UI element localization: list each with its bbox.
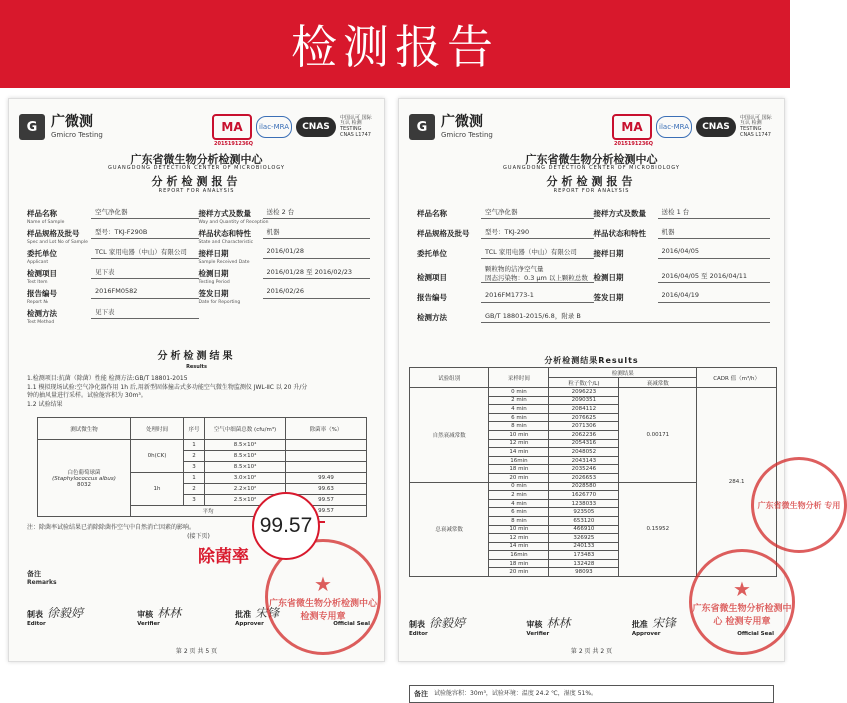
count-cell: 2090351: [549, 396, 619, 405]
report-no-value: 2016FM1773-1: [481, 291, 594, 303]
official-seal-icon: ★ 广东省微生物分析检测中心 检测专用章: [265, 539, 381, 655]
count-cell: 326925: [549, 534, 619, 543]
time-cell: 10 min: [489, 430, 549, 439]
count-cell: 1238033: [549, 499, 619, 508]
count-cell: 1626770: [549, 491, 619, 500]
time-cell: 4 min: [489, 499, 549, 508]
issue-value: 2016/02/26: [263, 287, 371, 299]
time-cell: 14 min: [489, 542, 549, 551]
cnas-mark-icon: CNAS: [696, 117, 736, 137]
microbe-cell: 白色葡萄球菌 (Staphylococcus albus) 8032: [38, 440, 131, 517]
item-value: 见下表: [91, 267, 199, 279]
gmicro-logo-icon: G: [19, 114, 45, 140]
center-name: 广东省微生物分析检测中心: [130, 153, 263, 166]
recv-label: 接样日期: [593, 249, 624, 258]
report-page-right: [398, 98, 841, 698]
lab-name-en: Gmicro Testing: [51, 131, 103, 140]
verifier-sign: 审核 林林 Verifier: [137, 606, 182, 627]
time-cell: 6 min: [489, 508, 549, 517]
report-title: 分析检测报告: [151, 175, 242, 188]
approver-sign: 批准 宋锋 Approver: [631, 616, 676, 637]
decay-cell: 0.15952: [619, 482, 697, 577]
client-label: 委托单位: [27, 249, 57, 258]
time-cell: 20 min: [489, 473, 549, 482]
time-cell: 8 min: [489, 422, 549, 431]
time-cell: 2 min: [489, 491, 549, 500]
count-cell: 2071306: [549, 422, 619, 431]
report-title: 分析检测报告: [546, 175, 637, 188]
count-cell: 2048052: [549, 448, 619, 457]
count-cell: 2076625: [549, 413, 619, 422]
cnas-caption: 中国认可 国际互认 检测 TESTING CNAS L1747: [340, 114, 372, 138]
report-page-left: [8, 98, 385, 662]
time-cell: 10 min: [489, 525, 549, 534]
issue-label: 签发日期: [593, 293, 624, 302]
quantity-label: 接样方式及数量: [593, 209, 646, 218]
time-cell: 2 min: [489, 396, 549, 405]
ma-mark-icon: MA 2015191236Q: [612, 114, 652, 140]
lab-name-en: Gmicro Testing: [441, 131, 493, 140]
editor-sign: 制表 徐毅婷 Editor: [27, 606, 84, 627]
period-value: 2016/01/28 至 2016/02/23: [263, 267, 371, 279]
time-cell: 8 min: [489, 516, 549, 525]
count-cell: 653120: [549, 516, 619, 525]
issue-value: 2016/04/19: [658, 291, 771, 303]
quantity-label: 接样方式及数量: [198, 209, 251, 218]
method-label: 检测方法: [417, 313, 447, 322]
center-name-en: GUANGDONG DETECTION CENTER OF MICROBIOLOGY: [108, 165, 285, 171]
item-value: 颗粒物的洁净空气量 固态污染物：0.3 μm 以上颗粒总数: [481, 264, 594, 283]
state-value: 机器: [263, 227, 371, 239]
quantity-value: 送检 2 台: [263, 207, 371, 219]
state-value: 机器: [658, 227, 771, 239]
official-seal-label: Official Seal: [737, 631, 774, 637]
center-name: 广东省微生物分析检测中心: [525, 153, 658, 166]
lab-name: 广微测: [441, 114, 483, 131]
report-no-label: 报告编号: [27, 289, 57, 298]
count-cell: 2035246: [549, 465, 619, 474]
spec-value: 型号：TKJ-290: [481, 227, 594, 239]
group-cell: 总衰减常数: [410, 482, 489, 577]
remarks-row: 备注 试验舱容积：30m³，试验环境：温度 24.2 ℃，湿度 51%。: [409, 685, 774, 703]
page-number: 第 2 页 共 5 页: [175, 648, 218, 655]
method-value: GB/T 18801-2015/6.8，附录 B: [481, 311, 770, 323]
cadr-cell: 284.1: [697, 388, 777, 577]
count-cell: 2096223: [549, 388, 619, 397]
time-cell: 0 min: [489, 388, 549, 397]
time-cell: 6 min: [489, 413, 549, 422]
ma-mark-icon: MA 2015191236Q: [212, 114, 252, 140]
count-cell: 2043143: [549, 456, 619, 465]
banner: [0, 0, 790, 88]
report-no-label: 报告编号: [417, 293, 447, 302]
period-label: 检测日期: [593, 273, 624, 282]
time-cell: 16min: [489, 456, 549, 465]
editor-sign: 制表 徐毅婷 Editor: [409, 616, 466, 637]
results-title-en: Results: [186, 364, 207, 370]
test-notes: 1.检测项目:抗菌（除菌）性能 检测方法:GB/T 18801-2015 1.1 模拟现场试验:空气净化器作用 1h 后,用新型固体撞击式多功能空气微生物监测仪 JWL-ⅡC 以 20 升/分 钟的抽风量进行采样。试验舱容积为 30m³。 1.2 试验结果: [27, 375, 308, 409]
official-seal-icon: ★ 广东省微生物分析检测中心 检测专用章: [689, 549, 795, 655]
callout-label: 除菌率: [198, 547, 249, 567]
method-label: 检测方法: [27, 309, 57, 318]
decay-cell: 0.00171: [619, 388, 697, 483]
count-cell: 2054316: [549, 439, 619, 448]
time-cell: 0 min: [489, 482, 549, 491]
approver-sign: 批准 宋锋 Approver: [235, 606, 280, 627]
report-no-value: 2016FM0582: [91, 287, 199, 299]
report-header: [409, 107, 774, 147]
count-cell: 240133: [549, 542, 619, 551]
client-value: TCL 家用电器（中山）有限公司: [481, 247, 594, 259]
cnas-caption: 中国认可 国际互认 检测 TESTING CNAS L1747: [740, 114, 772, 138]
count-cell: 2026653: [549, 473, 619, 482]
remarks-label: 备注 Remarks: [27, 570, 57, 587]
gmicro-logo-icon: G: [409, 114, 435, 140]
time-cell: 18 min: [489, 559, 549, 568]
recv-value: 2016/04/05: [658, 247, 771, 259]
report-header: [19, 107, 374, 147]
group-cell: 自然衰减常数: [410, 388, 489, 483]
time-cell: 18 min: [489, 465, 549, 474]
verifier-sign: 审核 林林 Verifier: [526, 616, 571, 637]
partial-seal-icon: 广东省微生物分析 专用: [751, 457, 847, 553]
spec-label: 样品规格及批号: [27, 229, 80, 238]
sample-name-value: 空气净化器: [91, 207, 199, 219]
banner-title: 检测报告: [291, 20, 499, 74]
count-cell: 98093: [549, 568, 619, 577]
sample-name-label: 样品名称: [27, 209, 57, 218]
client-value: TCL 家用电器（中山）有限公司: [91, 247, 199, 259]
cnas-mark-icon: CNAS: [296, 117, 336, 137]
state-label: 样品状态和特性: [198, 229, 251, 238]
period-value: 2016/04/05 至 2016/04/11: [658, 271, 771, 283]
results-table: 测试微生物 处理时间 序号 空气中细菌总数 (cfu/m³) 除菌率（%） 白色葡萄球菌 (Staphylococcus albus) 8032 0h(CK) 1 8.5×10⁴ 2 8.5×10⁴ 3 8.5×10⁴ 1h 1 3.0×10² 99.49 2 2.2×10² 99.63 3 2.5×10² 99.57 平均 99.57: [37, 417, 367, 517]
client-label: 委托单位: [417, 249, 447, 258]
count-cell: 2062236: [549, 430, 619, 439]
cadr-table: 试验组别 采样时间 检测结果 CADR 值（m³/h） 粒子数(个/L) 衰减常数 自然衰减常数 0 min 2096223 0.00171 284.1 2 min 2090351 4 min 2084112 6 min 2076625 8 min 2071306 10 min 2062236 12 min 2054316 14 min 2048052 16min 2043143 18 min 2035246 20 min 2026653 总衰减常数 0 min 2028580 0.15952 2 min 1626770 4 min 1238033 6 min 923505 8 min 653120 10 min 466910 12 min 326925 14 min 240133 16min 173483 18 min 132428 20 min 98093: [409, 367, 777, 577]
recv-value: 2016/01/28: [263, 247, 371, 259]
results-title: 分析检测结果: [157, 351, 236, 362]
spec-value: 型号：TKJ-F290B: [91, 227, 199, 239]
page-number: 第 2 页 共 2 页: [570, 648, 613, 655]
sample-name-label: 样品名称: [417, 209, 447, 218]
sample-name-value: 空气净化器: [481, 207, 594, 219]
count-cell: 2084112: [549, 405, 619, 414]
time-cell: 20 min: [489, 568, 549, 577]
count-cell: 466910: [549, 525, 619, 534]
time-cell: 12 min: [489, 439, 549, 448]
method-value: 见下表: [91, 307, 199, 319]
time-cell: 12 min: [489, 534, 549, 543]
item-label: 检测项目: [27, 269, 57, 278]
time-cell: 14 min: [489, 448, 549, 457]
callout-bubble: 99.57: [252, 492, 320, 560]
time-cell: 16min: [489, 551, 549, 560]
center-name-en: GUANGDONG DETECTION CENTER OF MICROBIOLOGY: [503, 165, 680, 171]
time-cell: 4 min: [489, 405, 549, 414]
sample-info: [417, 199, 770, 323]
lab-name: 广微测: [51, 114, 93, 131]
results-title: 分析检测结果Results: [544, 356, 639, 365]
period-label: 检测日期: [198, 269, 229, 278]
official-seal-label: Official Seal: [333, 621, 370, 627]
item-label: 检测项目: [417, 273, 447, 282]
spec-label: 样品规格及批号: [417, 229, 470, 238]
count-cell: 132428: [549, 559, 619, 568]
report-title-en: REPORT FOR ANALYSIS: [158, 188, 235, 194]
ilac-mark-icon: ilac-MRA: [256, 116, 292, 138]
quantity-value: 送检 1 台: [658, 207, 771, 219]
state-label: 样品状态和特性: [593, 229, 646, 238]
count-cell: 923505: [549, 508, 619, 517]
recv-label: 接样日期: [198, 249, 229, 258]
ilac-mark-icon: ilac-MRA: [656, 116, 692, 138]
sample-info: 样品名称 空气净化器 Name of Sample 接样方式及数量 送检 2 台 Way and Quantity of Reception 样品规格及批号 型号：TKJ-F290B Spec and Lot No of Sample 样品状态和特性 机器 State and Characteristic 委托单位 TCL 家用电器（中山）有限公司 Applicant 接样日期 2016/01/28 Sample Received Date 检测项目 见下表 Test Item 检测日期 2016/01/28 至 2016/02/23 Testing Period 报告编号 2016FM0582 Report № 签发日期 2016/02/26 Date for Reporting 检测方法 见下表 Test Method: [27, 199, 370, 319]
count-cell: 2028580: [549, 482, 619, 491]
footnote: 注：除菌率试验结果已消除除菌作空气中自然消亡因素的影响。 (接下页): [27, 524, 210, 540]
issue-label: 签发日期: [198, 289, 229, 298]
count-cell: 173483: [549, 551, 619, 560]
table-row: [410, 388, 777, 397]
report-title-en: REPORT FOR ANALYSIS: [553, 188, 630, 194]
